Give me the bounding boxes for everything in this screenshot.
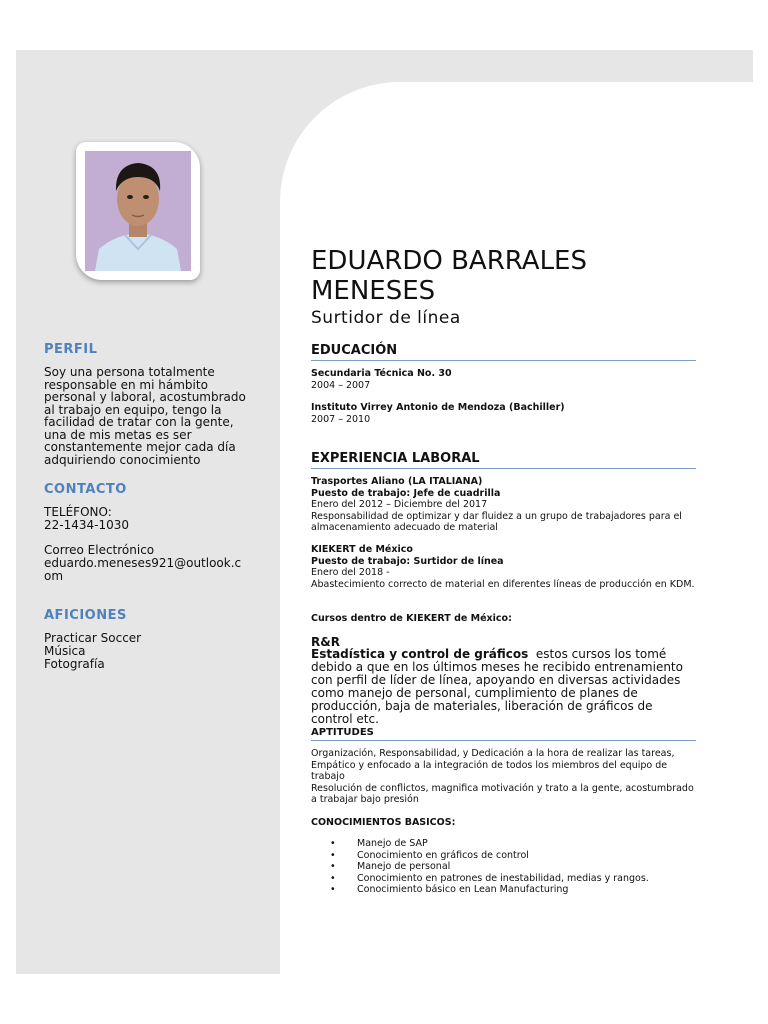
job-position: Puesto de trabajo: Surtidor de línea xyxy=(311,555,504,567)
conocimientos-heading: CONOCIMIENTOS BASICOS: xyxy=(311,817,456,828)
aptitudes-paragraph: Resolución de conflictos, magnifica motivación y trato a la gente, acostumbrado a trabajar bajo presión xyxy=(311,782,694,805)
courses-heading: Cursos dentro de KIEKERT de México: xyxy=(311,613,512,624)
contacto-heading: CONTACTO xyxy=(44,482,127,497)
aptitudes-heading: APTITUDES xyxy=(311,727,696,741)
perfil-text: Soy una persona totalmente responsable en mi hámbito personal y laboral, acostumbrado al trabajo en equipo, tengo la facilidad de tratar con la gente, una de mis metas es ser constantemente mejor cada día adquiriendo conocimiento xyxy=(44,365,246,467)
job-description: Responsabilidad de optimizar y dar fluidez a un grupo de trabajadores para el almacenamiento adecuado de material xyxy=(311,510,682,533)
job-description: Abastecimiento correcto de material en diferentes líneas de producción en KDM. xyxy=(311,578,695,590)
job-company: Trasportes Aliano (LA ITALIANA) xyxy=(311,476,483,487)
list-item: • Conocimiento básico en Lean Manufacturing xyxy=(330,884,649,896)
experiencia-heading: EXPERIENCIA LABORAL xyxy=(311,451,696,469)
list-item: • Manejo de personal xyxy=(330,861,649,873)
course-statistics: Estadística y control de gráficos xyxy=(311,647,529,661)
contact-email-label: Correo Electrónico xyxy=(44,543,155,557)
contact-email[interactable]: eduardo.meneses921@outlook.com xyxy=(44,556,242,583)
job-title: Surtidor de línea xyxy=(311,308,461,328)
profile-photo xyxy=(85,151,191,271)
hobby-item: Música xyxy=(44,644,86,658)
education-school: Instituto Virrey Antonio de Mendoza (Bachiller) xyxy=(311,402,565,413)
educacion-heading: EDUCACIÓN xyxy=(311,343,696,361)
list-item: • Conocimiento en gráficos de control xyxy=(330,850,649,862)
aficiones-heading: AFICIONES xyxy=(44,608,127,623)
education-school: Secundaria Técnica No. 30 xyxy=(311,368,452,379)
hobby-item: Fotografía xyxy=(44,657,105,671)
courses-text: estos cursos los tomé debido a que en los últimos meses he recibido entrenamiento con perfil de líder de línea, apoyando en diversas actividades como manejo de personal, cumplimiento de planes de producción, baja de materiales, liberación de gráficos de control etc. xyxy=(311,647,683,726)
contact-phone: 22-1434-1030 xyxy=(44,518,130,532)
candidate-name: EDUARDO BARRALES MENESES xyxy=(311,246,587,306)
job-entry xyxy=(311,544,696,590)
job-dates: Enero del 2012 – Diciembre del 2017 xyxy=(311,499,488,510)
course-rr: R&R xyxy=(311,635,340,649)
list-item: • Manejo de SAP xyxy=(330,838,649,850)
conocimientos-list xyxy=(330,838,649,896)
courses-paragraph xyxy=(311,648,696,726)
job-dates: Enero del 2018 - xyxy=(311,567,390,578)
perfil-heading: PERFIL xyxy=(44,342,98,357)
contact-phone-label: TELÉFONO: xyxy=(44,505,112,519)
hobby-item: Practicar Soccer xyxy=(44,631,142,645)
job-entry xyxy=(311,476,696,534)
job-position: Puesto de trabajo: Jefe de cuadrilla xyxy=(311,487,501,499)
aptitudes-paragraph: Organización, Responsabilidad, y Dedicación a la hora de realizar las tareas, Empático y enfocado a la integración de todos los miembros del equipo de trabajo xyxy=(311,748,675,782)
aptitudes-text xyxy=(311,748,696,806)
education-years: 2007 – 2010 xyxy=(311,414,371,425)
profile-photo-frame xyxy=(76,142,200,280)
list-item: • Conocimiento en patrones de inestabilidad, medias y rangos. xyxy=(330,873,649,885)
education-years: 2004 – 2007 xyxy=(311,380,371,391)
job-company: KIEKERT de México xyxy=(311,544,413,555)
